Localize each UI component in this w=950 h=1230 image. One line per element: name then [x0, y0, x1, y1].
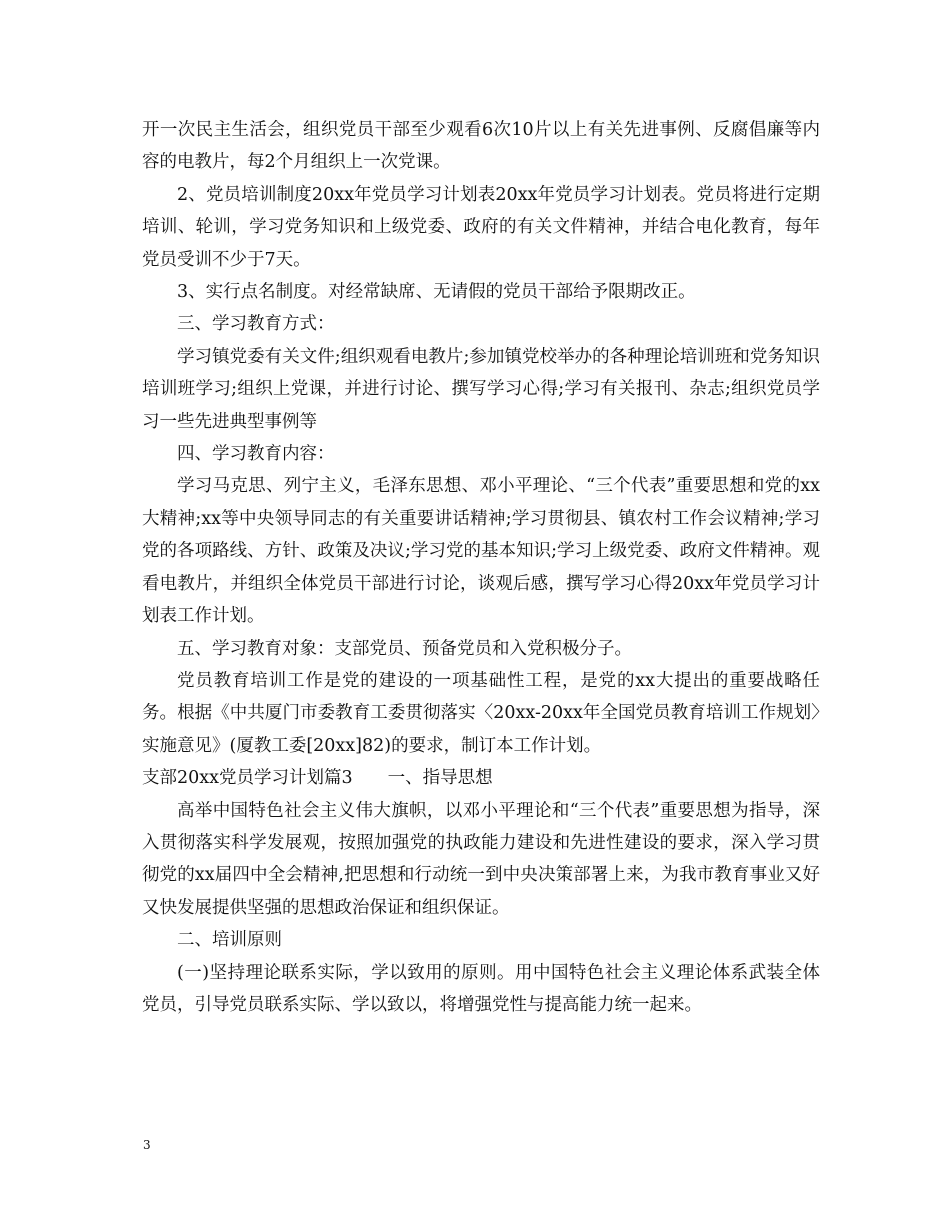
paragraph-3: 3、实行点名制度。对经常缺席、无请假的党员干部给予限期改正。: [177, 282, 696, 303]
paragraph-11: 高举中国特色社会主义伟大旗帜，以邓小平理论和“三个代表”重要思想为指导，深入贯彻落实科学发展观，按照加强党的执政能力建设和先进性建设的要求，深入学习贯彻党的xx届四中全会精神,把思想和行动统一到中央决策部署上来，为我市教育事业又好又快发展提供坚强的思想政治保证和组织保证。: [142, 800, 820, 918]
section-heading-training-principles: 二、培训原则: [177, 930, 282, 951]
paragraph-2: 2、党员培训制度20xx年党员学习计划表20xx年党员学习计划表。党员将进行定期培训、轮训，学习党务知识和上级党委、政府的有关文件精神，并结合电化教育，每年党员受训不少于7天。: [142, 184, 820, 270]
section-heading-3: 三、学习教育方式：: [177, 314, 335, 335]
section-heading-4: 四、学习教育内容：: [177, 444, 335, 465]
paragraph-8: 五、学习教育对象：支部党员、预备党员和入党积极分子。: [177, 638, 632, 659]
paragraph-9: 党员教育培训工作是党的建设的一项基础性工程，是党的xx大提出的重要战略任务。根据《中共厦门市委教育工委贯彻落实〈20xx-20xx年全国党员教育培训工作规划〉实施意见》(厦教工委[20xx]82)的要求，制订本工作计划。: [142, 670, 820, 756]
page-number: 3: [143, 1138, 151, 1152]
document-body: [142, 114, 820, 1021]
paragraph-5: 学习镇党委有关文件;组织观看电教片;参加镇党校举办的各种理论培训班和党务知识培训班学习;组织上党课，并进行讨论、撰写学习心得;学习有关报刊、杂志;组织党员学习一些先进典型事例等: [142, 346, 820, 432]
paragraph-13: (一)坚持理论联系实际，学以致用的原则。用中国特色社会主义理论体系武装全体党员，引导党员联系实际、学以致以，将增强党性与提高能力统一起来。: [142, 962, 820, 1015]
paragraph-7: 学习马克思、列宁主义，毛泽东思想、邓小平理论、“三个代表”重要思想和党的xx大精神;xx等中央领导同志的有关重要讲话精神;学习贯彻县、镇农村工作会议精神;学习党的各项路线、方针、政策及决议;学习党的基本知识;学习上级党委、政府文件精神。观看电教片，并组织全体党员干部进行讨论，谈观后感，撰写学习心得20xx年党员学习计划表工作计划。: [142, 476, 820, 627]
paragraph-1: 开一次民主生活会，组织党员干部至少观看6次10片以上有关先进事例、反腐倡廉等内容的电教片，每2个月组织上一次党课。: [142, 120, 820, 173]
chapter-heading: 支部20xx党员学习计划篇3 一、指导思想: [142, 768, 493, 789]
